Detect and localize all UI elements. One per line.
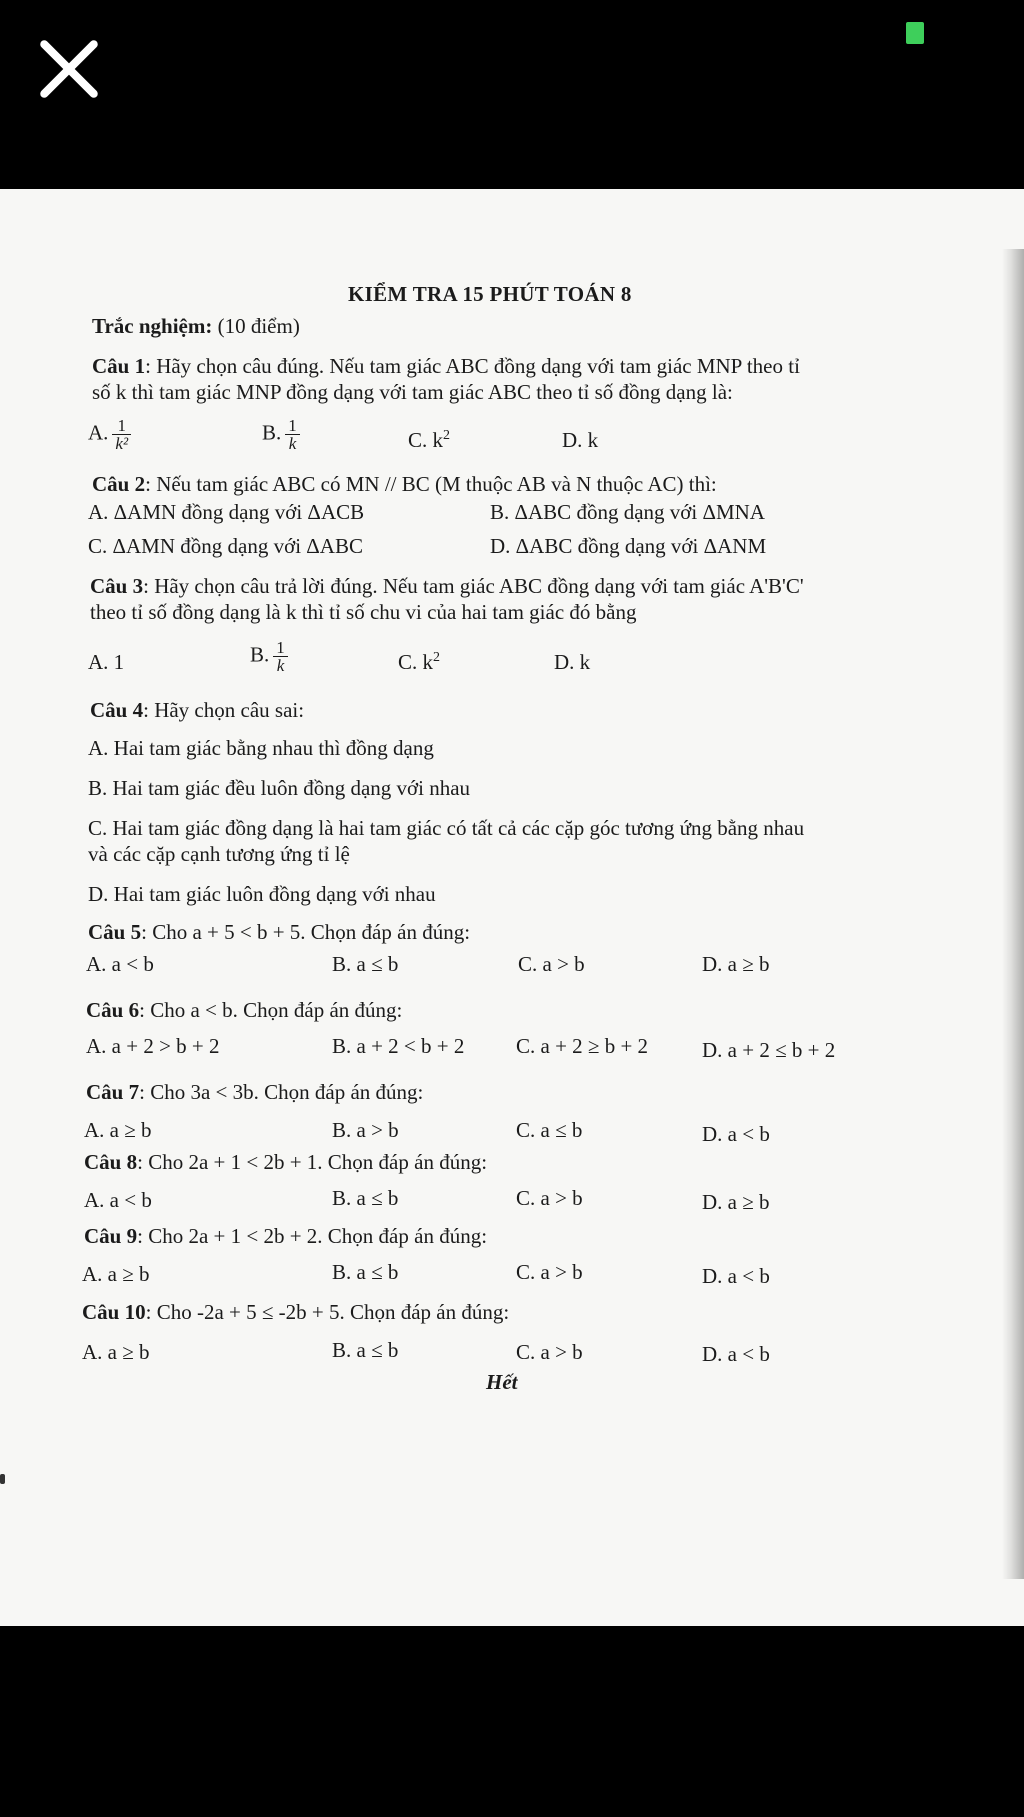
question-1-label: Câu 1 [92,354,146,378]
question-10-option-d: D. a < b [702,1342,770,1366]
question-2-option-c: C. ΔAMN đồng dạng với ΔABC [88,534,363,558]
question-5-option-b: B. a ≤ b [332,952,399,976]
question-6 [86,997,402,1023]
question-8-text: : Cho 2a + 1 < 2b + 1. Chọn đáp án đúng: [137,1150,488,1174]
question-10-option-b: B. a ≤ b [332,1338,399,1362]
fraction-denominator: k² [115,434,129,453]
page-title: KIỂM TRA 15 PHÚT TOÁN 8 [348,282,632,306]
question-4-option-c-line2: và các cặp cạnh tương ứng tỉ lệ [88,842,350,866]
question-9-option-d: D. a < b [702,1264,770,1288]
question-5 [88,919,470,945]
option-b-prefix: B. [250,642,270,667]
question-3-option-d: D. k [554,650,591,674]
question-3-text-line2: theo tỉ số đồng dạng là k thì tỉ số chu vi của hai tam giác đó bằng [90,600,637,624]
exam-document [0,189,1024,1626]
question-9-option-a: A. a ≥ b [82,1262,150,1286]
question-2-label: Câu 2 [92,472,146,496]
question-9 [84,1223,487,1249]
question-8-label: Câu 8 [84,1150,138,1174]
question-1-option-d: D. k [562,428,599,452]
question-10-label: Câu 10 [82,1300,146,1324]
question-5-label: Câu 5 [88,920,142,944]
question-2-option-d: D. ΔABC đồng dạng với ΔANM [490,534,767,558]
question-5-option-c: C. a > b [518,952,585,976]
question-3-label: Câu 3 [90,574,144,598]
option-b-prefix: B. [262,420,282,445]
fraction-numerator: 1 [285,417,300,435]
question-8-option-a: A. a < b [84,1188,152,1212]
question-4-label: Câu 4 [90,698,144,722]
question-7-option-c: C. a ≤ b [516,1118,583,1142]
fraction-denominator: k [276,656,285,675]
question-10-option-a: A. a ≥ b [82,1340,150,1364]
question-5-text: : Cho a + 5 < b + 5. Chọn đáp án đúng: [141,920,471,944]
question-9-text: : Cho 2a + 1 < 2b + 2. Chọn đáp án đúng: [137,1224,488,1248]
question-4-option-c: C. Hai tam giác đồng dạng là hai tam giác có tất cả các cặp góc tương ứng bằng nhau [88,816,805,840]
question-7 [86,1079,423,1105]
section-heading-bold: Trắc nghiệm: [92,314,213,338]
question-6-option-c: C. a + 2 ≥ b + 2 [516,1034,649,1058]
question-3 [90,573,804,599]
question-6-text: : Cho a < b. Chọn đáp án đúng: [139,998,403,1022]
question-9-label: Câu 9 [84,1224,138,1248]
question-8 [84,1149,487,1175]
fraction [285,417,300,452]
question-7-label: Câu 7 [86,1080,140,1104]
question-4-option-b: B. Hai tam giác đều luôn đồng dạng với nhau [88,776,471,800]
question-10-option-c: C. a > b [516,1340,583,1364]
question-1 [92,353,800,379]
option-a-prefix: A. [88,420,109,445]
question-6-option-a: A. a + 2 > b + 2 [86,1034,220,1058]
question-2-text: : Nếu tam giác ABC có MN // BC (M thuộc AB và N thuộc AC) thì: [145,472,717,496]
fraction [112,417,131,452]
question-1-option-b [262,417,300,452]
fraction-denominator: k [288,434,297,453]
status-indicator [906,22,924,44]
question-6-option-d: D. a + 2 ≤ b + 2 [702,1038,836,1062]
section-heading [92,313,300,339]
close-icon[interactable] [36,36,102,102]
question-3-option-c [398,649,440,675]
question-1-text: : Hãy chọn câu đúng. Nếu tam giác ABC đồng dạng với tam giác MNP theo tỉ [145,354,800,378]
question-2 [92,471,717,497]
question-10-text: : Cho -2a + 5 ≤ -2b + 5. Chọn đáp án đúng: [145,1300,510,1324]
question-4-option-a: A. Hai tam giác bằng nhau thì đồng dạng [88,736,434,760]
question-6-label: Câu 6 [86,998,140,1022]
question-8-option-c: C. a > b [516,1186,583,1210]
question-9-option-c: C. a > b [516,1260,583,1284]
question-1-option-a [88,417,131,452]
section-heading-points: (10 điểm) [212,314,300,338]
exponent: 2 [443,428,451,443]
scan-smudge [0,1474,5,1484]
question-9-option-b: B. a ≤ b [332,1260,399,1284]
question-1-text-line2: số k thì tam giác MNP đồng dạng với tam giác ABC theo tỉ số đồng dạng là: [92,380,733,404]
question-2-option-a: A. ΔAMN đồng dạng với ΔACB [88,500,365,524]
fraction-numerator: 1 [273,639,288,657]
question-3-text: : Hãy chọn câu trả lời đúng. Nếu tam giác ABC đồng dạng với tam giác A'B'C' [143,574,804,598]
document-page [0,189,1024,1626]
question-4-text: : Hãy chọn câu sai: [143,698,305,722]
question-6-option-b: B. a + 2 < b + 2 [332,1034,465,1058]
question-7-option-d: D. a < b [702,1122,770,1146]
question-7-option-a: A. a ≥ b [84,1118,152,1142]
question-2-option-b: B. ΔABC đồng dạng với ΔMNA [490,500,765,524]
question-3-option-b [250,639,288,674]
option-c-prefix: C. k [408,428,444,452]
fraction [273,639,288,674]
fraction-numerator: 1 [112,417,131,435]
option-c-prefix: C. k [398,650,434,674]
question-5-option-d: D. a ≥ b [702,952,770,976]
question-7-option-b: B. a > b [332,1118,399,1142]
question-5-option-a: A. a < b [86,952,154,976]
exponent: 2 [433,650,441,665]
end-mark: Hết [486,1370,518,1394]
question-3-option-a: A. 1 [88,650,125,674]
question-10 [82,1299,509,1325]
question-4 [90,697,304,723]
question-7-text: : Cho 3a < 3b. Chọn đáp án đúng: [139,1080,424,1104]
question-4-option-d: D. Hai tam giác luôn đồng dạng với nhau [88,882,436,906]
question-8-option-b: B. a ≤ b [332,1186,399,1210]
question-1-option-c [408,427,450,453]
question-8-option-d: D. a ≥ b [702,1190,770,1214]
